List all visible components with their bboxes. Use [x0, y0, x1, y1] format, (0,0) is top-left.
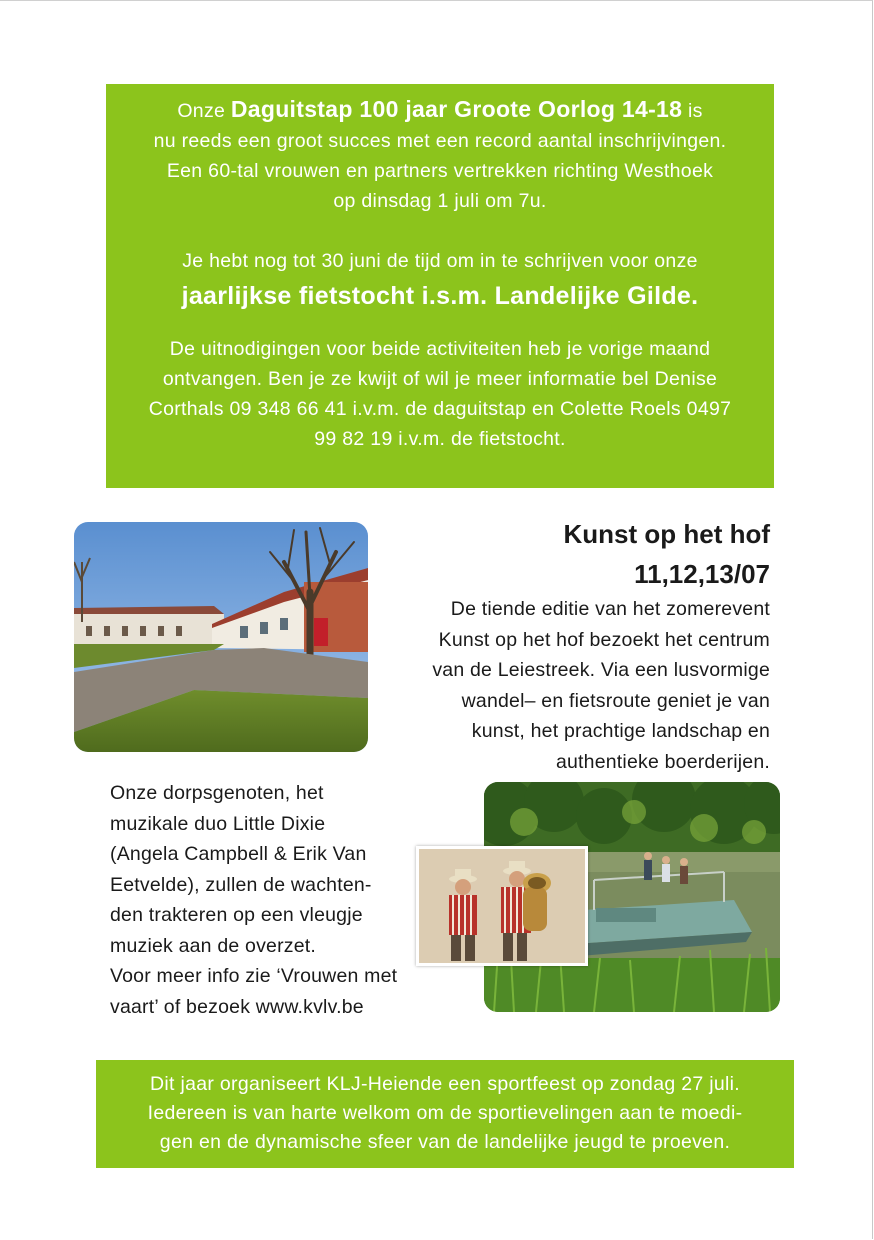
kunst-line: kunst, het prachtige landschap en [471, 720, 770, 742]
bike-tour-highlight: jaarlijkse fietstocht i.s.m. Landelijke Gilde. [181, 282, 699, 310]
daytrip-intro: Onze [177, 100, 231, 122]
announcement-box-daytrip [106, 84, 774, 488]
announcement-box-sportfeest [96, 1060, 794, 1168]
daytrip-highlight: Daguitstap 100 jaar Groote Oorlog 14-18 [230, 96, 683, 122]
contact-line-4: 99 82 19 i.v.m. de fietstocht. [314, 428, 566, 450]
contact-line-3: Corthals 09 348 66 41 i.v.m. de daguitstap en Colette Roels 0497 [148, 398, 732, 420]
contact-line-1: De uitnodigingen voor beide activiteiten heb je vorige maand [169, 338, 711, 360]
duo-line: (Angela Campbell & Erik Van [110, 843, 367, 865]
daytrip-line-2: nu reeds een groot succes met een record aantal inschrijvingen. [153, 130, 727, 152]
duo-line: vaart’ of bezoek www.kvlv.be [110, 995, 364, 1018]
kunst-line: authentieke boerderijen. [555, 750, 770, 773]
kunst-description [370, 594, 770, 777]
kunst-line: De tiende editie van het zomerevent [450, 598, 770, 620]
farm-courtyard-photo [74, 522, 368, 752]
daytrip-line-4: op dinsdag 1 juli om 7u. [333, 190, 547, 212]
kunst-line: van de Leiestreek. Via een lusvormige [432, 659, 770, 681]
music-duo-photo [416, 846, 588, 966]
contact-paragraph [112, 334, 768, 454]
duo-line: Voor meer info zie ‘Vrouwen met [110, 965, 398, 987]
duo-line: muzikale duo Little Dixie [110, 812, 326, 835]
duo-line: Onze dorpsgenoten, het [110, 782, 324, 804]
duo-line: den trakteren op een vleugje [110, 904, 363, 926]
contact-line-2: ontvangen. Ben je ze kwijt of wil je meer informatie bel Denise [162, 368, 718, 390]
duo-line: muziek aan de overzet. [110, 934, 317, 957]
daytrip-line-3: Een 60-tal vrouwen en partners vertrekken richting Westhoek [166, 160, 714, 182]
daytrip-is: is [682, 100, 703, 122]
bike-tour-paragraph [112, 246, 768, 316]
duo-description [110, 778, 460, 1022]
kunst-heading [420, 514, 770, 594]
sportfeest-paragraph [100, 1070, 790, 1157]
duo-line: Eetvelde), zullen de wachten- [110, 873, 372, 896]
kunst-line: Kunst op het hof bezoekt het centrum [438, 628, 770, 651]
sportfeest-line: gen en de dynamische sfeer van de landelijke jeugd te proeven. [159, 1131, 731, 1153]
bike-tour-line-1: Je hebt nog tot 30 juni de tijd om in te schrijven voor onze [182, 250, 698, 272]
kunst-dates: 11,12,13/07 [634, 559, 770, 589]
sportfeest-line: Iedereen is van harte welkom om de sportievelingen aan te moedi- [147, 1102, 743, 1124]
daytrip-paragraph [112, 94, 768, 216]
sportfeest-line: Dit jaar organiseert KLJ-Heiende een sportfeest op zondag 27 juli. [150, 1073, 740, 1095]
kunst-title: Kunst op het hof [563, 519, 770, 549]
kunst-line: wandel– en fietsroute geniet je van [461, 689, 770, 712]
